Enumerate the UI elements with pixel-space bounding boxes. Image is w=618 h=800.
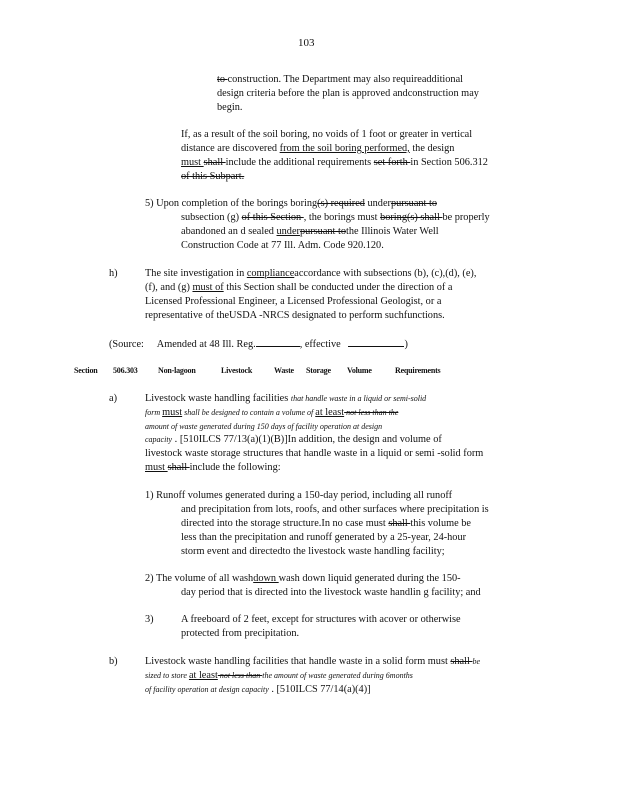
item5-line-3	[181, 226, 439, 238]
item-a-line-5: livestock waste storage structures that handle waste in a liquid or semi -solid form	[145, 448, 484, 459]
text-span: this volume be	[410, 518, 471, 529]
italic-text: shall be designed to contain a volume of	[182, 408, 316, 417]
item-a-line-2	[145, 407, 398, 419]
text-span: this Section shall be conducted under the direction of a	[223, 282, 453, 293]
text-span: Livestock waste handling facilities	[145, 393, 291, 404]
struck-text: boring(s) shall	[380, 212, 443, 223]
text-span: 2) The volume of all wash	[145, 573, 254, 584]
section-title-word: Waste	[274, 366, 294, 375]
source-label: (Source:	[109, 339, 144, 350]
item5-line-2	[181, 212, 490, 224]
item-a3-label: 3)	[145, 614, 154, 625]
block2-line-4	[181, 171, 244, 183]
section-title-word: Requirements	[395, 366, 441, 375]
text-span: under	[364, 198, 391, 209]
text-span: accordance with subsections (b), (c),(d), (e),	[294, 268, 477, 279]
item-b-line-3	[145, 684, 371, 696]
item-a1-line-4: less than the precipitation and runoff generated by a 25-year, 24-hour	[181, 532, 467, 543]
item-h-line-4: representative of theUSDA -NRCS designated to perform suchfunctions.	[145, 310, 445, 321]
text-span: 5) Upon completion of the borings boring	[145, 198, 318, 209]
item-a-line-6	[145, 462, 281, 474]
item-b-line-1	[145, 656, 480, 668]
struck-text: not less than the	[344, 408, 399, 417]
text-span: Livestock waste handling facilities that handle waste in a solid form must	[145, 656, 451, 667]
item-a1-line-1: 1) Runoff volumes generated during a 150-day period, including all runoff	[145, 490, 453, 501]
text-span: (f), and (g)	[145, 282, 193, 293]
underlined-text: from the soil boring performed,	[279, 143, 410, 154]
blank-line	[348, 337, 404, 347]
text-span: The site investigation in	[145, 268, 247, 279]
struck-text: to	[217, 74, 228, 85]
underlined-text: at least	[315, 407, 345, 418]
underlined-text: must	[181, 157, 204, 168]
text-span: , effective	[299, 339, 341, 350]
text-span: . [510ILCS 77/14(a)(4)]	[268, 684, 371, 695]
item-h-label: h)	[109, 268, 118, 279]
item-b-line-2	[145, 670, 413, 682]
page-number: 103	[298, 37, 315, 49]
item-a1-line-5: storm event and directedto the livestock waste handling facility;	[181, 546, 445, 557]
underlined-text: must of	[192, 282, 224, 293]
section-title-word: Livestock	[221, 366, 253, 375]
struck-text: set forth	[373, 157, 411, 168]
struck-text: pursuant to	[299, 226, 346, 237]
item-a-label: a)	[109, 393, 117, 404]
text-span: wash down liquid generated during the 150-	[278, 573, 461, 584]
item-a1-line-3	[181, 518, 471, 530]
block2-line-1: If, as a result of the soil boring, no voids of 1 foot or greater in vertical	[181, 129, 473, 140]
text-span: . [510ILCS 77/13(a)(1)(B)]In addition, the design and volume of	[172, 434, 442, 445]
item5-line-4: Construction Code at 77 Ill. Adm. Code 920.120.	[181, 240, 384, 251]
italic-text: the amount of waste generated during 6months	[262, 671, 413, 680]
underlined-text: at least	[188, 670, 218, 681]
text-span: include the additional requirements	[225, 157, 374, 168]
blank-line	[256, 337, 300, 347]
struck-text: of this Subpart.	[181, 171, 245, 182]
text-span: directed into the storage structure.In no case must	[181, 518, 389, 529]
text-span: include the following:	[189, 462, 281, 473]
block2-line-3	[181, 157, 488, 169]
italic-text: capacity	[145, 435, 173, 444]
italic-text: of facility operation at design capacity	[145, 685, 269, 694]
section-number: 506.303	[113, 366, 138, 375]
italic-text: that handle waste in a liquid or semi-solid	[290, 394, 427, 403]
block2-line-2	[181, 143, 454, 155]
item-h-line-3: Licensed Professional Engineer, a Licensed Professional Geologist, or a	[145, 296, 442, 307]
underlined-text: compliance	[246, 268, 295, 279]
text-span: be properly	[442, 212, 490, 223]
section-title-word: Volume	[347, 366, 372, 375]
struck-text: of this Section	[241, 212, 304, 223]
item-a2-line-1	[145, 573, 461, 585]
text-span: construction. The Department may also requireadditional	[227, 74, 464, 85]
struck-text: shall	[203, 157, 226, 168]
struck-text: (s) required	[317, 198, 365, 209]
item-a3-line-2: protected from precipitation.	[181, 628, 300, 639]
block1-line-2: design criteria before the plan is approved andconstruction may	[217, 88, 479, 99]
italic-text: sized to store	[145, 671, 189, 680]
underlined-text: must	[145, 462, 168, 473]
item-a1-line-2: and precipitation from lots, roofs, and other surfaces where precipitation is	[181, 504, 489, 515]
block1-line-1	[217, 74, 463, 86]
italic-text: form	[145, 408, 163, 417]
struck-text: shall	[167, 462, 190, 473]
item-a3-line-1: A freeboard of 2 feet, except for structures with acover or otherwise	[181, 614, 461, 625]
text-span: distance are discovered	[181, 143, 280, 154]
struck-text: shall	[388, 518, 411, 529]
source-note	[109, 337, 408, 351]
italic-text: be	[472, 657, 480, 666]
section-title-word: Storage	[306, 366, 331, 375]
struck-text: shall	[450, 656, 473, 667]
item-a-line-4	[145, 434, 442, 446]
item-h-line-2	[145, 282, 452, 294]
underlined-text: down	[253, 573, 279, 584]
struck-text: not less than	[217, 671, 263, 680]
section-title-word: Non-lagoon	[158, 366, 196, 375]
underlined-text: must	[162, 407, 183, 418]
underlined-text: under	[276, 226, 300, 237]
struck-text: pursuant to	[390, 198, 437, 209]
italic-text: amount of waste generated during 150 days of facility operation at design	[145, 422, 383, 431]
block1-line-3: begin.	[217, 102, 243, 113]
item-b-label: b)	[109, 656, 118, 667]
text-span: Amended at 48 Ill. Reg.	[156, 339, 256, 350]
text-span: abandoned an d sealed	[181, 226, 277, 237]
text-span: , the borings must	[303, 212, 381, 223]
section-label: Section	[74, 366, 98, 375]
item5-line-1	[145, 198, 437, 210]
item-a-line-1	[145, 393, 426, 405]
item-a2-line-2: day period that is directed into the livestock waste handlin g facility; and	[181, 587, 481, 598]
text-span: the design	[409, 143, 455, 154]
text-span: the Illinois Water Well	[346, 226, 439, 237]
text-span: subsection (g)	[181, 212, 242, 223]
text-span: )	[404, 339, 408, 350]
item-h-line-1	[145, 268, 476, 280]
item-a-line-3	[145, 421, 382, 433]
text-span: in Section 506.312	[410, 157, 488, 168]
